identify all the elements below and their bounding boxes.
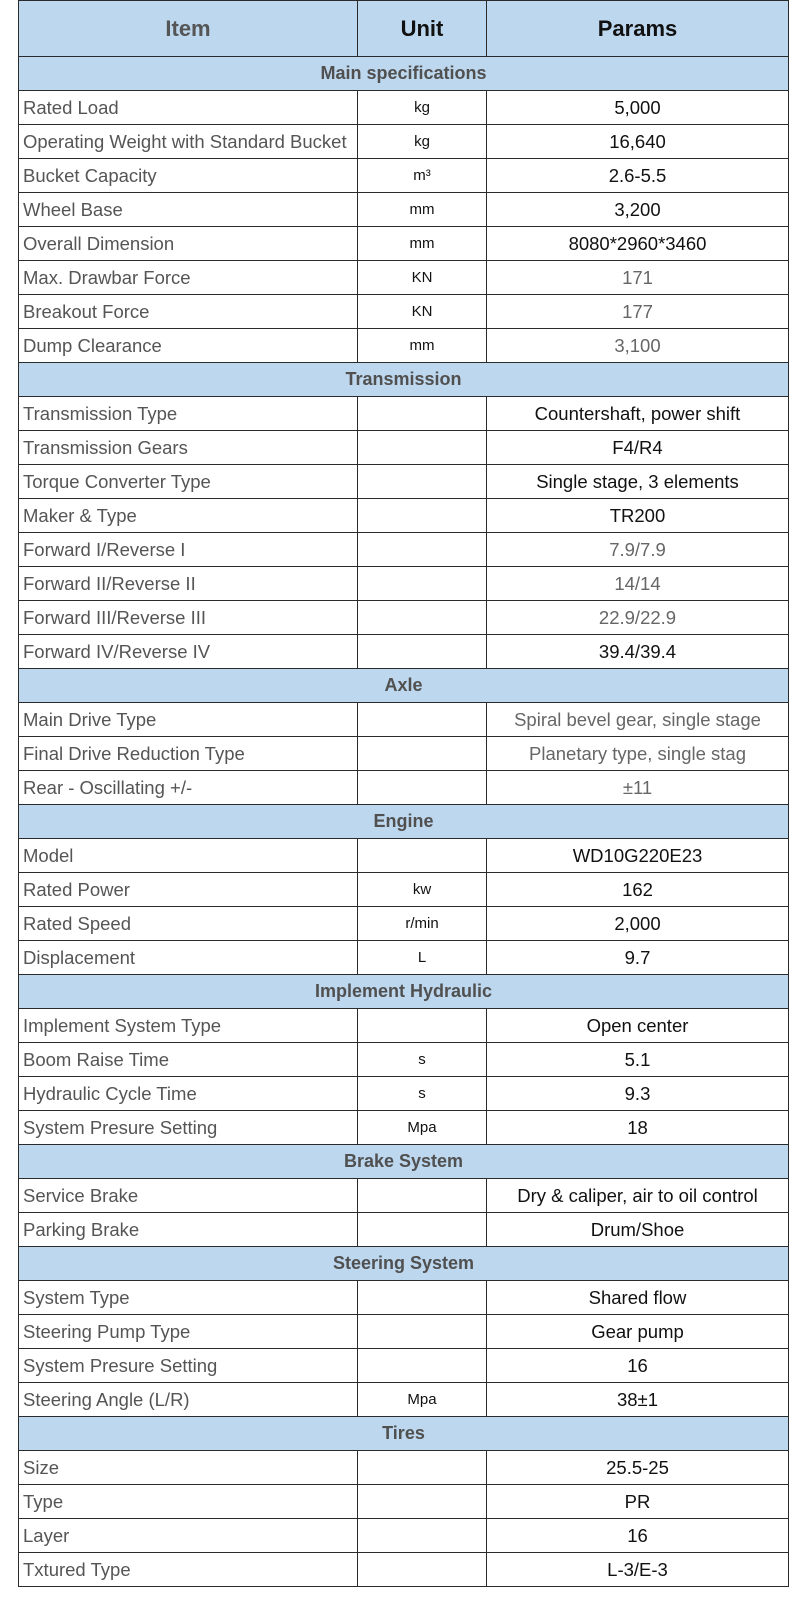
header-params: Params <box>487 1 789 57</box>
section-header-row <box>19 1417 789 1451</box>
param-cell: PR <box>487 1485 789 1519</box>
param-cell: 39.4/39.4 <box>487 635 789 669</box>
item-cell: Boom Raise Time <box>19 1043 358 1077</box>
section-header-row <box>19 1247 789 1281</box>
unit-cell: kg <box>358 125 487 159</box>
table-row <box>19 1213 789 1247</box>
header-unit: Unit <box>358 1 487 57</box>
param-cell: Drum/Shoe <box>487 1213 789 1247</box>
param-cell: 3,200 <box>487 193 789 227</box>
table-row <box>19 703 789 737</box>
param-cell: 14/14 <box>487 567 789 601</box>
param-cell: Gear pump <box>487 1315 789 1349</box>
unit-cell: L <box>358 941 487 975</box>
unit-cell: Mpa <box>358 1383 487 1417</box>
item-cell: Service Brake <box>19 1179 358 1213</box>
param-cell: 2,000 <box>487 907 789 941</box>
unit-cell: mm <box>358 329 487 363</box>
item-cell: Breakout Force <box>19 295 358 329</box>
table-row <box>19 159 789 193</box>
unit-cell: mm <box>358 193 487 227</box>
item-cell: Bucket Capacity <box>19 159 358 193</box>
param-cell: 38±1 <box>487 1383 789 1417</box>
param-cell: ±11 <box>487 771 789 805</box>
table-row <box>19 1043 789 1077</box>
param-cell: Shared flow <box>487 1281 789 1315</box>
table-row <box>19 907 789 941</box>
table-row <box>19 1077 789 1111</box>
table-row <box>19 1315 789 1349</box>
item-cell: Parking Brake <box>19 1213 358 1247</box>
table-row <box>19 1349 789 1383</box>
unit-cell <box>358 771 487 805</box>
table-row <box>19 465 789 499</box>
param-cell: 22.9/22.9 <box>487 601 789 635</box>
item-cell: Model <box>19 839 358 873</box>
table-row <box>19 1553 789 1587</box>
table-row <box>19 873 789 907</box>
table-row <box>19 295 789 329</box>
item-cell: Implement System Type <box>19 1009 358 1043</box>
param-cell: 16 <box>487 1519 789 1553</box>
param-cell: 3,100 <box>487 329 789 363</box>
param-cell: 16 <box>487 1349 789 1383</box>
param-cell: 8080*2960*3460 <box>487 227 789 261</box>
section-header-row <box>19 669 789 703</box>
header-item: Item <box>19 1 358 57</box>
item-cell: Steering Pump Type <box>19 1315 358 1349</box>
item-cell: Wheel Base <box>19 193 358 227</box>
table-row <box>19 839 789 873</box>
unit-cell <box>358 1179 487 1213</box>
item-cell: Forward II/Reverse II <box>19 567 358 601</box>
table-row <box>19 91 789 125</box>
table-row <box>19 1485 789 1519</box>
param-cell: TR200 <box>487 499 789 533</box>
unit-cell: mm <box>358 227 487 261</box>
param-cell: 9.3 <box>487 1077 789 1111</box>
section-title: Implement Hydraulic <box>19 975 789 1009</box>
table-row <box>19 941 789 975</box>
section-title: Axle <box>19 669 789 703</box>
item-cell: Transmission Type <box>19 397 358 431</box>
param-cell: WD10G220E23 <box>487 839 789 873</box>
item-cell: Forward IV/Reverse IV <box>19 635 358 669</box>
spec-table <box>18 0 789 1587</box>
param-cell: 5,000 <box>487 91 789 125</box>
section-header-row <box>19 1145 789 1179</box>
section-title: Transmission <box>19 363 789 397</box>
item-cell: Forward III/Reverse III <box>19 601 358 635</box>
item-cell: System Type <box>19 1281 358 1315</box>
section-title: Engine <box>19 805 789 839</box>
table-row <box>19 329 789 363</box>
unit-cell: kw <box>358 873 487 907</box>
unit-cell <box>358 1213 487 1247</box>
unit-cell <box>358 567 487 601</box>
section-header-row <box>19 57 789 91</box>
param-cell: F4/R4 <box>487 431 789 465</box>
item-cell: Size <box>19 1451 358 1485</box>
item-cell: Overall Dimension <box>19 227 358 261</box>
unit-cell <box>358 635 487 669</box>
unit-cell <box>358 737 487 771</box>
table-row <box>19 431 789 465</box>
unit-cell <box>358 397 487 431</box>
section-title: Steering System <box>19 1247 789 1281</box>
spec-body <box>19 57 789 1587</box>
item-cell: Final Drive Reduction Type <box>19 737 358 771</box>
table-row <box>19 533 789 567</box>
item-cell: Rated Power <box>19 873 358 907</box>
unit-cell <box>358 839 487 873</box>
param-cell: Spiral bevel gear, single stage <box>487 703 789 737</box>
item-cell: Txtured Type <box>19 1553 358 1587</box>
section-header-row <box>19 975 789 1009</box>
unit-cell <box>358 465 487 499</box>
unit-cell <box>358 1009 487 1043</box>
param-cell: 7.9/7.9 <box>487 533 789 567</box>
param-cell: Open center <box>487 1009 789 1043</box>
item-cell: Hydraulic Cycle Time <box>19 1077 358 1111</box>
param-cell: 9.7 <box>487 941 789 975</box>
unit-cell <box>358 703 487 737</box>
item-cell: Rated Load <box>19 91 358 125</box>
item-cell: Type <box>19 1485 358 1519</box>
table-row <box>19 771 789 805</box>
param-cell: L-3/E-3 <box>487 1553 789 1587</box>
unit-cell <box>358 1315 487 1349</box>
unit-cell: s <box>358 1043 487 1077</box>
section-header-row <box>19 363 789 397</box>
param-cell: Dry & caliper, air to oil control <box>487 1179 789 1213</box>
table-row <box>19 397 789 431</box>
table-row <box>19 1111 789 1145</box>
table-row <box>19 601 789 635</box>
item-cell: System Presure Setting <box>19 1111 358 1145</box>
param-cell: 25.5-25 <box>487 1451 789 1485</box>
item-cell: Rear - Oscillating +/- <box>19 771 358 805</box>
table-row <box>19 1519 789 1553</box>
item-cell: Maker & Type <box>19 499 358 533</box>
item-cell: System Presure Setting <box>19 1349 358 1383</box>
param-cell: 177 <box>487 295 789 329</box>
item-cell: Operating Weight with Standard Bucket <box>19 125 358 159</box>
unit-cell: KN <box>358 295 487 329</box>
param-cell: 18 <box>487 1111 789 1145</box>
unit-cell <box>358 1281 487 1315</box>
param-cell: Planetary type, single stag <box>487 737 789 771</box>
unit-cell <box>358 1451 487 1485</box>
table-row <box>19 125 789 159</box>
unit-cell <box>358 533 487 567</box>
unit-cell: KN <box>358 261 487 295</box>
table-row <box>19 1009 789 1043</box>
section-title: Tires <box>19 1417 789 1451</box>
unit-cell <box>358 1519 487 1553</box>
unit-cell <box>358 1349 487 1383</box>
param-cell: 5.1 <box>487 1043 789 1077</box>
table-row <box>19 567 789 601</box>
table-row <box>19 1179 789 1213</box>
table-row <box>19 499 789 533</box>
item-cell: Forward I/Reverse I <box>19 533 358 567</box>
item-cell: Transmission Gears <box>19 431 358 465</box>
item-cell: Dump Clearance <box>19 329 358 363</box>
table-row <box>19 1281 789 1315</box>
table-row <box>19 261 789 295</box>
unit-cell <box>358 499 487 533</box>
table-row <box>19 1451 789 1485</box>
item-cell: Max. Drawbar Force <box>19 261 358 295</box>
unit-cell: s <box>358 1077 487 1111</box>
unit-cell <box>358 1485 487 1519</box>
item-cell: Torque Converter Type <box>19 465 358 499</box>
unit-cell: r/min <box>358 907 487 941</box>
table-row <box>19 227 789 261</box>
unit-cell: m³ <box>358 159 487 193</box>
unit-cell <box>358 601 487 635</box>
param-cell: 171 <box>487 261 789 295</box>
section-header-row <box>19 805 789 839</box>
unit-cell <box>358 1553 487 1587</box>
table-row <box>19 737 789 771</box>
table-row <box>19 193 789 227</box>
param-cell: 16,640 <box>487 125 789 159</box>
param-cell: 162 <box>487 873 789 907</box>
section-title: Main specifications <box>19 57 789 91</box>
header-row <box>19 1 789 57</box>
item-cell: Main Drive Type <box>19 703 358 737</box>
param-cell: Single stage, 3 elements <box>487 465 789 499</box>
item-cell: Rated Speed <box>19 907 358 941</box>
param-cell: Countershaft, power shift <box>487 397 789 431</box>
section-title: Brake System <box>19 1145 789 1179</box>
unit-cell <box>358 431 487 465</box>
item-cell: Displacement <box>19 941 358 975</box>
item-cell: Steering Angle (L/R) <box>19 1383 358 1417</box>
param-cell: 2.6-5.5 <box>487 159 789 193</box>
table-row <box>19 1383 789 1417</box>
table-row <box>19 635 789 669</box>
item-cell: Layer <box>19 1519 358 1553</box>
unit-cell: Mpa <box>358 1111 487 1145</box>
unit-cell: kg <box>358 91 487 125</box>
